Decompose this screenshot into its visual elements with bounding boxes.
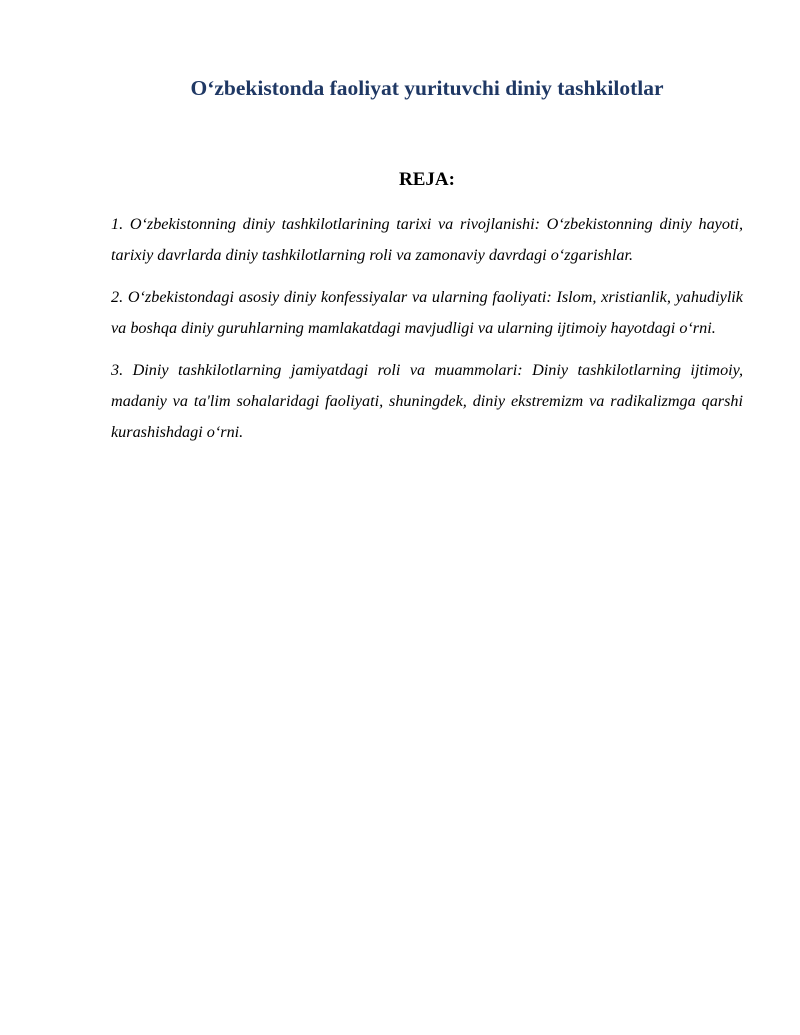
plan-item-1: 1. O‘zbekistonning diniy tashkilotlarining tarixi va rivojlanishi: O‘zbekistonning diniy hayoti, tarixiy davrlarda diniy tashkilotlarning roli va zamonaviy davrdagi o‘zgarishlar. xyxy=(111,215,743,264)
plan-heading: REJA: xyxy=(399,169,455,190)
document-title: O‘zbekistonda faoliyat yurituvchi diniy tashkilotlar xyxy=(190,76,664,100)
plan-item-3: 3. Diniy tashkilotlarning jamiyatdagi roli va muammolari: Diniy tashkilotlarning ijtimoiy, madaniy va ta'lim sohalaridagi faoliyati, shuningdek, diniy ekstremizm va radikalizmga qarshi kurashishdagi o‘rni. xyxy=(111,361,743,441)
plan-list xyxy=(111,209,743,459)
plan-item-2: 2. O‘zbekistondagi asosiy diniy konfessiyalar va ularning faoliyati: Islom, xristianlik, yahudiylik va boshqa diniy guruhlarning mamlakatdagi mavjudligi va ularning ijtimoiy hayotdagi o‘rni. xyxy=(111,288,743,337)
